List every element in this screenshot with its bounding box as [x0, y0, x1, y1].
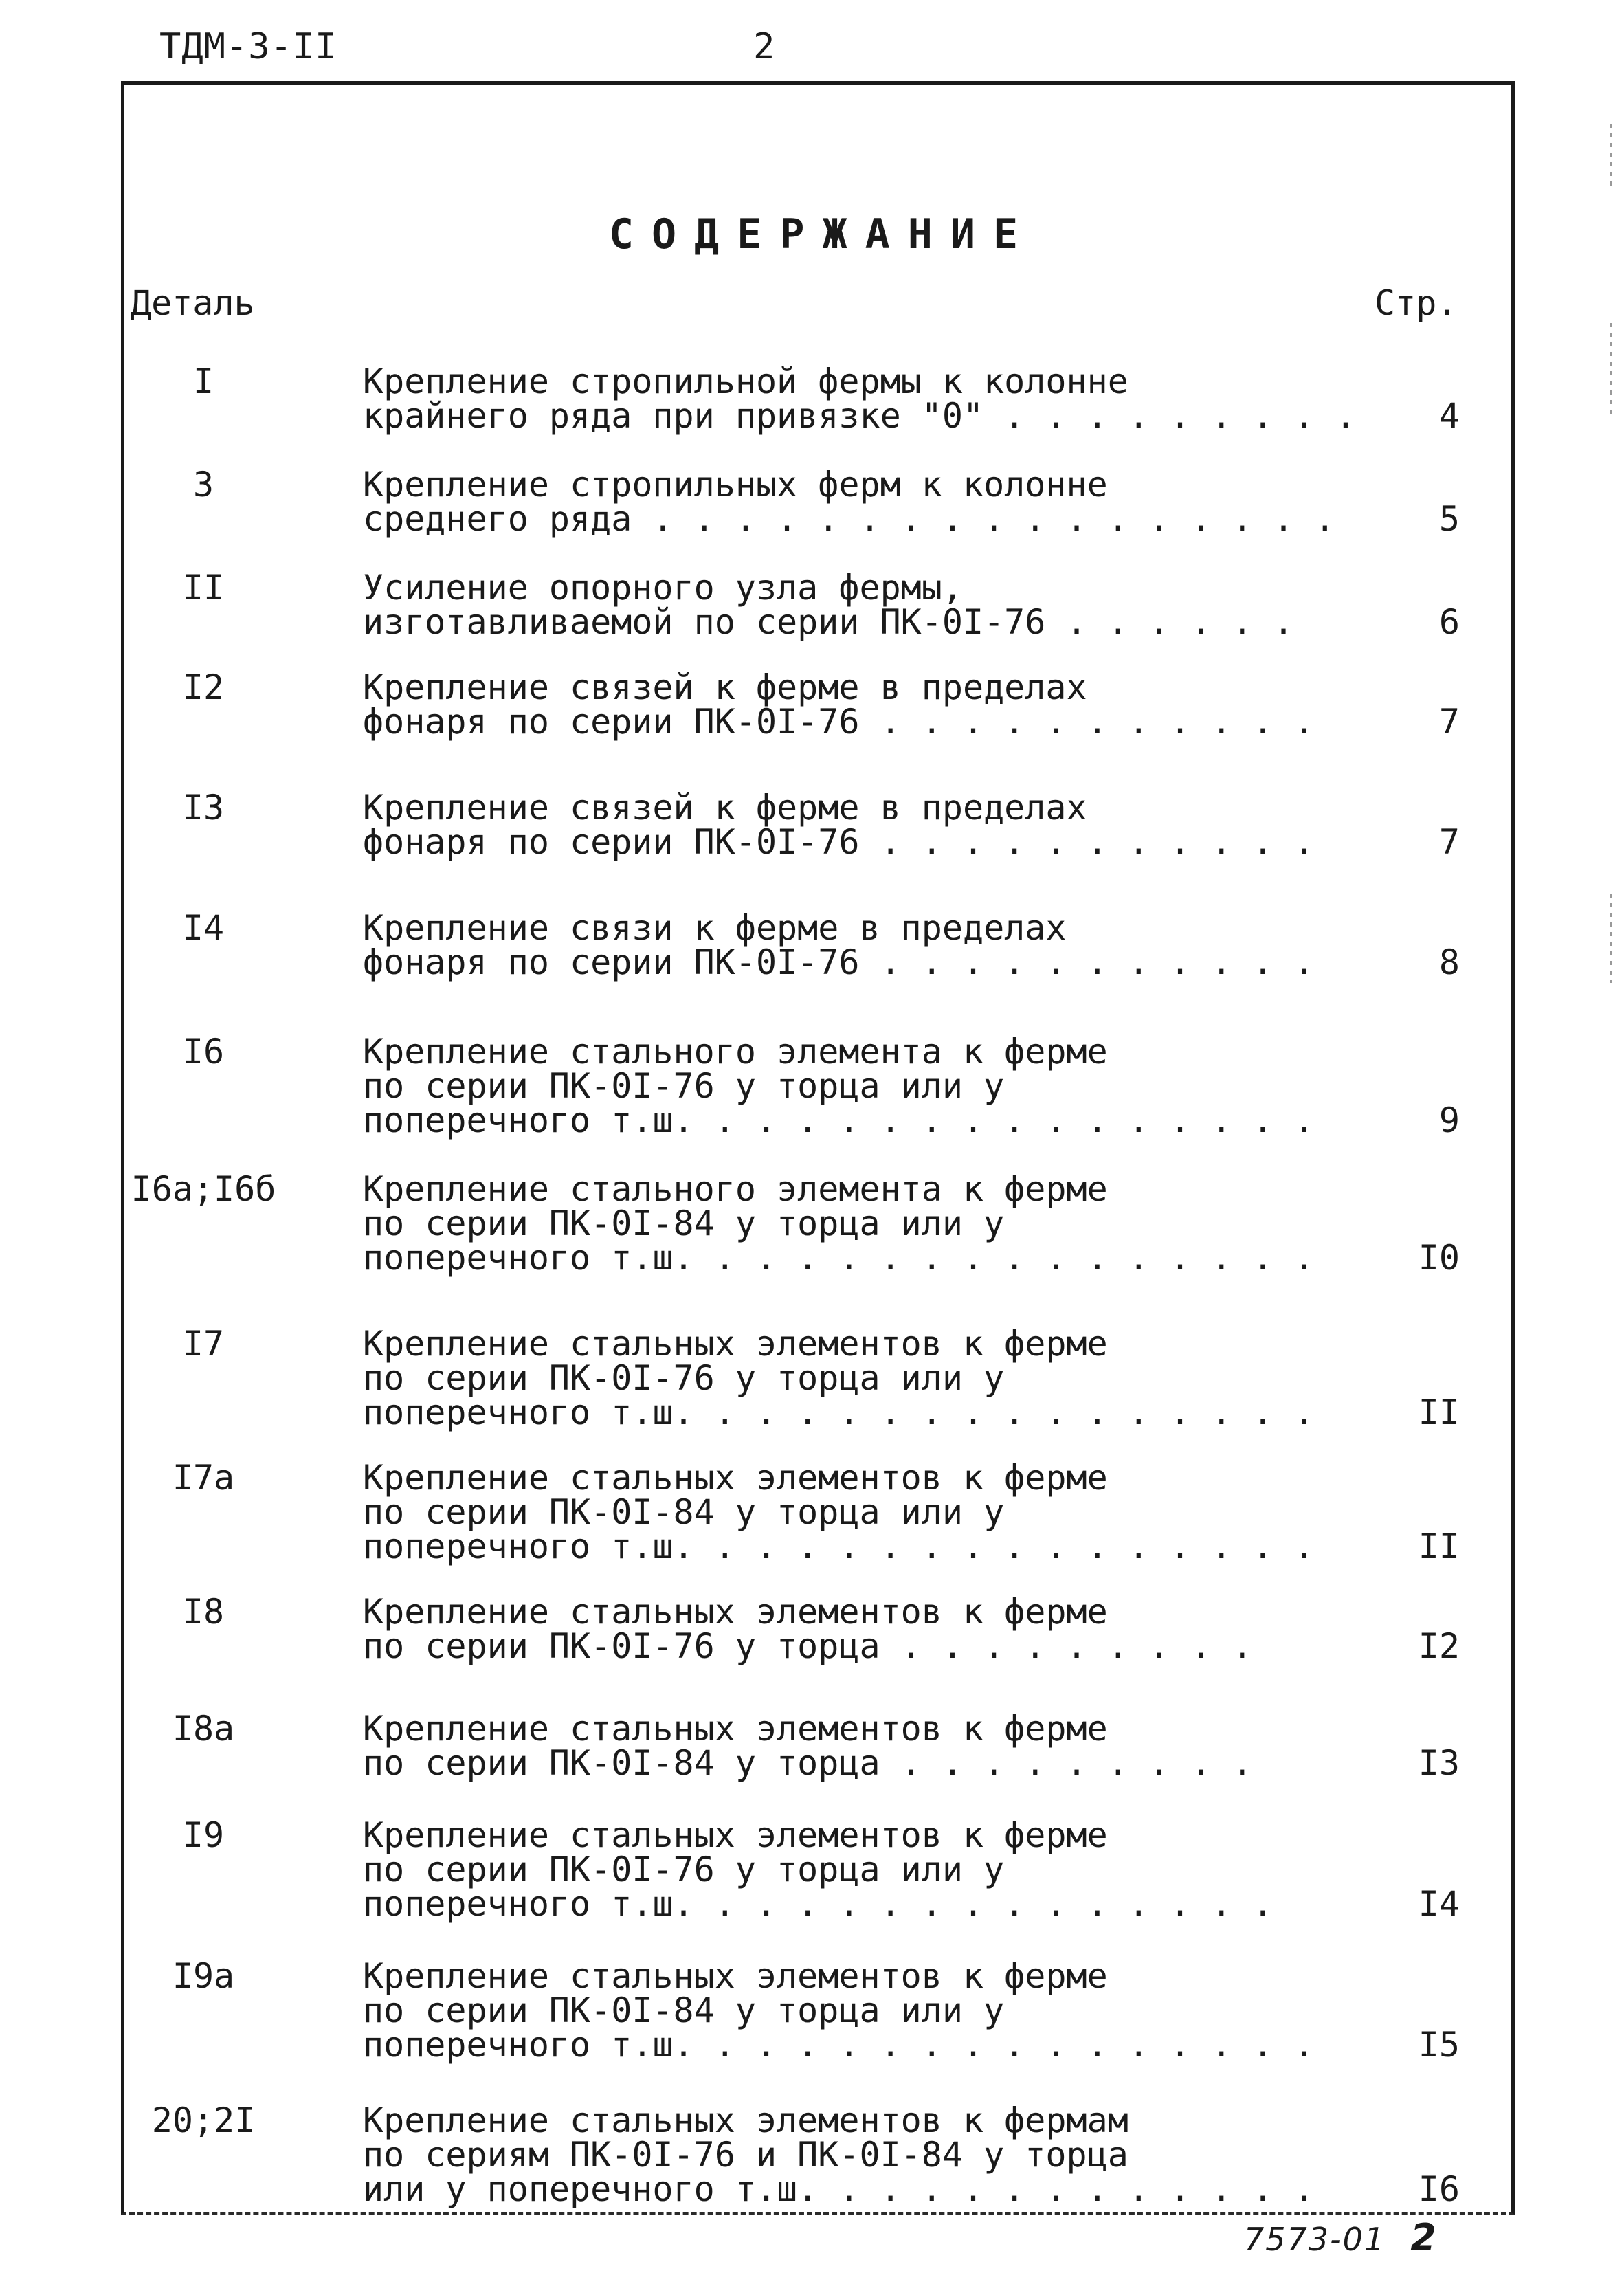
entry-page-number: 9 [1438, 1100, 1460, 1140]
entry-description-line: фонаря по серии ПК-0I-76 . . . . . . . . . . . [363, 942, 1315, 982]
entry-page-number: 6 [1438, 602, 1460, 642]
entry-page-number: I0 [1418, 1238, 1460, 1278]
entry-detail-number: I4 [182, 908, 225, 948]
entry-detail-number: I9 [182, 1815, 225, 1855]
scan-edge-mark [1610, 894, 1612, 983]
entry-page-number: I3 [1418, 1743, 1460, 1783]
entry-description-line: Крепление стального элемента к ферме [363, 1169, 1108, 1209]
entry-page-number: I5 [1418, 2025, 1460, 2065]
entry-description-line: по серии ПК-0I-76 у торца или у [363, 1850, 1005, 1889]
entry-description-line: Крепление стальных элементов к ферме [363, 1956, 1108, 1996]
entry-description-line: поперечного т.ш. . . . . . . . . . . . . . . . [363, 2025, 1315, 2065]
entry-page-number: 7 [1438, 702, 1460, 742]
entry-page-number: I6 [1418, 2169, 1460, 2209]
entry-detail-number: 20;2I [151, 2100, 256, 2140]
entry-description-line: Крепление стального элемента к ферме [363, 1032, 1108, 1072]
entry-description-line: по серии ПК-0I-76 у торца . . . . . . . . . [363, 1626, 1253, 1666]
entry-description [363, 362, 1462, 436]
scan-edge-mark [1610, 323, 1612, 419]
entry-description-line: поперечного т.ш. . . . . . . . . . . . . . . . [363, 1238, 1315, 1278]
entry-description-line: Крепление стальных элементов к ферме [363, 1458, 1108, 1498]
entry-description-line: Крепление стропильных ферм к колонне [363, 465, 1108, 505]
entry-description-line: по серии ПК-0I-84 у торца или у [363, 1492, 1005, 1532]
entry-description-line: Крепление стальных элементов к ферме [363, 1324, 1108, 1364]
entry-description-line: по серии ПК-0I-76 у торца или у [363, 1358, 1005, 1398]
entry-page-number: I4 [1418, 1884, 1460, 1924]
entry-page-number: I2 [1418, 1626, 1460, 1666]
entry-description-line: Крепление связей к ферме в пределах [363, 667, 1087, 707]
entry-detail-number: I9а [172, 1956, 235, 1996]
entry-description-line: по серии ПК-0I-84 у торца . . . . . . . . . [363, 1743, 1253, 1783]
entry-description [363, 568, 1462, 642]
entry-description-line: Крепление стропильной фермы к колонне [363, 362, 1128, 401]
page-number: 2 [753, 26, 775, 67]
entry-description-line: по серии ПК-0I-76 у торца или у [363, 1066, 1005, 1106]
scan-edge-mark [1610, 124, 1612, 186]
entry-description-line: Крепление стальных элементов к ферме [363, 1709, 1108, 1749]
entry-page-number: 4 [1438, 396, 1460, 436]
page-column-header: Стр. [1375, 283, 1458, 323]
contents-title: СОДЕРЖАНИЕ [608, 210, 1036, 258]
entry-page-number: 5 [1438, 499, 1460, 539]
entry-description-line: Усиление опорного узла фермы, [363, 568, 963, 608]
entry-description-line: Крепление стальных элементов к ферме [363, 1815, 1108, 1855]
entry-description-line: по сериям ПК-0I-76 и ПК-0I-84 у торца [363, 2135, 1128, 2175]
footer-doc-number: 7573-01 [1244, 2221, 1386, 2258]
entry-detail-number: I8а [172, 1709, 235, 1749]
entry-detail-number: I7а [172, 1458, 235, 1498]
entry-detail-number: I3 [182, 788, 225, 828]
entry-detail-number: I7 [182, 1324, 225, 1364]
entry-description [363, 1169, 1462, 1278]
entry-description [363, 1709, 1462, 1783]
entry-description-line: Крепление связей к ферме в пределах [363, 788, 1087, 828]
entry-page-number: II [1418, 1393, 1460, 1432]
entry-description-line: изготавливаемой по серии ПК-0I-76 . . . . . . [363, 602, 1294, 642]
entry-description-line: крайнего ряда при привязке "0" . . . . . . . . . [363, 396, 1356, 436]
document-code: ТДМ-3-II [159, 26, 337, 67]
entry-description-line: или у поперечного т.ш. . . . . . . . . . . . . [363, 2169, 1315, 2209]
entry-description [363, 1956, 1462, 2065]
entry-detail-number: II [182, 568, 225, 608]
entry-detail-number: I2 [182, 667, 225, 707]
entry-description [363, 1324, 1462, 1432]
entry-page-number: 8 [1438, 942, 1460, 982]
entry-detail-number: I6а;I6б [131, 1169, 276, 1209]
entry-description-line: фонаря по серии ПК-0I-76 . . . . . . . . . . . [363, 702, 1315, 742]
entry-detail-number: I [192, 362, 214, 401]
entry-description [363, 2100, 1462, 2209]
entry-description-line: фонаря по серии ПК-0I-76 . . . . . . . . . . . [363, 822, 1315, 862]
entry-description [363, 1592, 1462, 1666]
entry-description-line: поперечного т.ш. . . . . . . . . . . . . . . . [363, 1527, 1315, 1566]
entry-description [363, 667, 1462, 742]
entry-description-line: по серии ПК-0I-84 у торца или у [363, 1991, 1005, 2030]
detail-column-header: Деталь [131, 283, 255, 323]
entry-description [363, 1458, 1462, 1566]
entry-description-line: поперечного т.ш. . . . . . . . . . . . . . . [363, 1884, 1273, 1924]
entry-page-number: II [1418, 1527, 1460, 1566]
entry-description [363, 1034, 1462, 1138]
entry-description-line: среднего ряда . . . . . . . . . . . . . . . . . [363, 499, 1335, 539]
entry-page-number: 7 [1438, 822, 1460, 862]
entry-description [363, 908, 1462, 982]
entry-description-line: по серии ПК-0I-84 у торца или у [363, 1204, 1005, 1243]
entry-detail-number: I8 [182, 1592, 225, 1632]
entry-description-line: Крепление стальных элементов к фермам [363, 2100, 1128, 2140]
entry-detail-number: I6 [182, 1032, 225, 1072]
footer-sheet-number: 2 [1410, 2216, 1438, 2259]
entry-description [363, 465, 1462, 539]
entry-description-line: поперечного т.ш. . . . . . . . . . . . . . . . [363, 1393, 1315, 1432]
entry-description [363, 788, 1462, 862]
entry-description-line: Крепление стальных элементов к ферме [363, 1592, 1108, 1632]
entry-description [363, 1815, 1462, 1924]
entry-description-line: поперечного т.ш. . . . . . . . . . . . . . . . [363, 1100, 1315, 1140]
entry-description-line: Крепление связи к ферме в пределах [363, 908, 1067, 948]
entry-detail-number: 3 [192, 465, 214, 505]
footer-stamp [1244, 2216, 1438, 2259]
